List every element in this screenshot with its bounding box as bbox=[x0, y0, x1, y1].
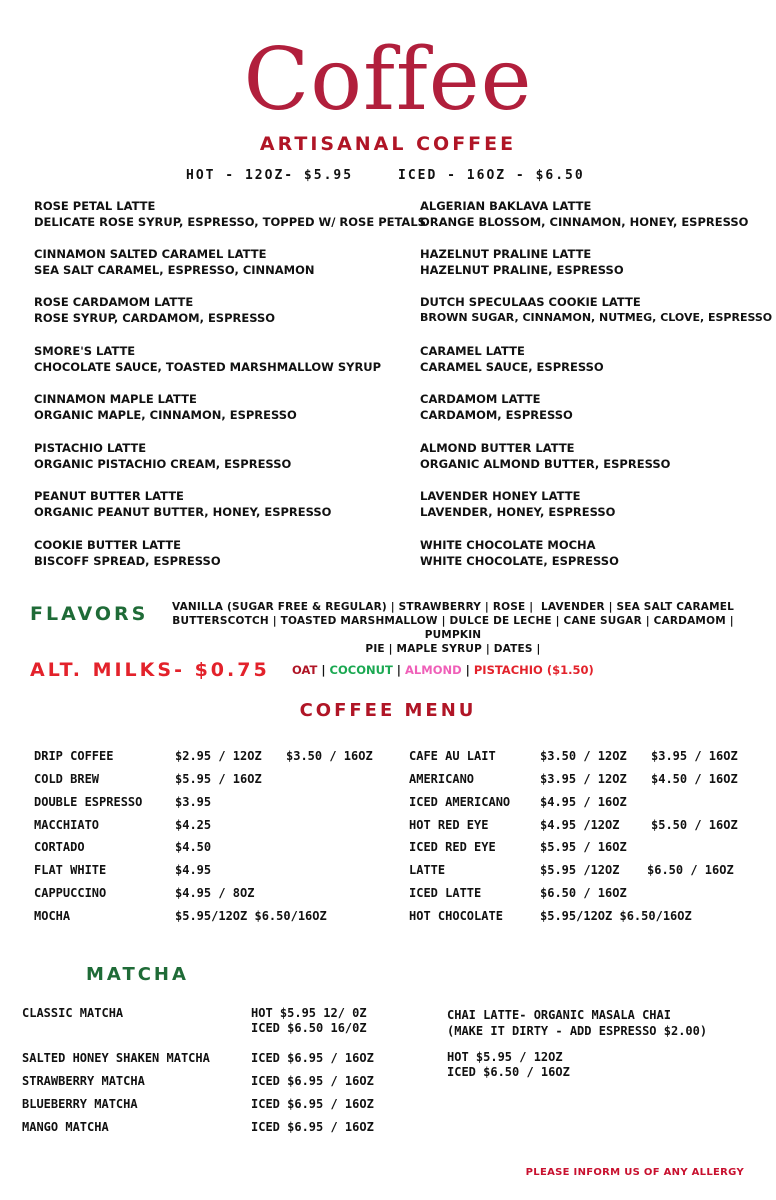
menu-item-price: $4.50 bbox=[175, 840, 212, 854]
menu-item-price: $5.95 /12OZ bbox=[540, 863, 620, 877]
flavors-list: VANILLA (SUGAR FREE & REGULAR) | STRAWBERRY | ROSE | LAVENDER | SEA SALT CARAMEL BUTTERSCOTCH | TOASTED MARSHMALLOW | DULCE DE LECHE | CANE SUGAR | CARDAMOM | PUMPKIN PIE | MAPLE SYRUP | DATES | bbox=[171, 601, 735, 655]
menu-item-name: HOT CHOCOLATE bbox=[409, 909, 503, 923]
latte-item: ALGERIAN BAKLAVA LATTE ORANGE BLOSSOM, CINNAMON, HONEY, ESPRESSO bbox=[420, 199, 749, 229]
matcha-item-price: ICED $6.95 / 16OZ bbox=[251, 1097, 374, 1111]
menu-item-price: $6.50 / 16OZ bbox=[647, 863, 734, 877]
matcha-item-price: ICED $6.50 16/0Z bbox=[251, 1021, 367, 1035]
latte-item: HAZELNUT PRALINE LATTE HAZELNUT PRALINE, ESPRESSO bbox=[420, 247, 624, 277]
menu-item-name: ICED AMERICANO bbox=[409, 795, 511, 809]
latte-item: PEANUT BUTTER LATTE ORGANIC PEANUT BUTTER, HONEY, ESPRESSO bbox=[34, 489, 332, 519]
matcha-item-price: ICED $6.95 / 16OZ bbox=[251, 1051, 374, 1065]
allergy-notice: PLEASE INFORM US OF ANY ALLERGY bbox=[525, 1167, 744, 1178]
menu-item-price: $4.95 bbox=[175, 863, 212, 877]
alt-milks-options: OAT | COCONUT | ALMOND | PISTACHIO ($1.50) bbox=[292, 663, 594, 677]
menu-item-price: $5.95/12OZ $6.50/16OZ bbox=[540, 909, 692, 923]
section-subtitle-artisanal: ARTISANAL COFFEE bbox=[259, 133, 517, 155]
matcha-item-name: CLASSIC MATCHA bbox=[22, 1006, 124, 1020]
menu-item-name: LATTE bbox=[409, 863, 446, 877]
chai-title: CHAI LATTE- ORGANIC MASALA CHAI bbox=[447, 1008, 671, 1022]
chai-note: (MAKE IT DIRTY - ADD ESPRESSO $2.00) bbox=[447, 1024, 708, 1038]
menu-item-name: COLD BREW bbox=[34, 772, 100, 786]
latte-item: SMORE'S LATTE CHOCOLATE SAUCE, TOASTED MARSHMALLOW SYRUP bbox=[34, 344, 382, 374]
milk-almond: ALMOND bbox=[405, 663, 462, 677]
latte-item: ROSE PETAL LATTE DELICATE ROSE SYRUP, ESPRESSO, TOPPED W/ ROSE PETALS bbox=[34, 199, 426, 229]
menu-item-name: CORTADO bbox=[34, 840, 85, 854]
menu-item-price: $5.95 / 16OZ bbox=[540, 840, 627, 854]
menu-item-name: AMERICANO bbox=[409, 772, 475, 786]
menu-item-price: $6.50 / 16OZ bbox=[540, 886, 627, 900]
matcha-heading: MATCHA bbox=[86, 964, 189, 985]
page-title: Coffee bbox=[243, 30, 533, 130]
menu-item-price: $5.50 / 16OZ bbox=[651, 818, 738, 832]
menu-item-name: CAPPUCCINO bbox=[34, 886, 107, 900]
matcha-item-price: ICED $6.95 / 16OZ bbox=[251, 1120, 374, 1134]
menu-item-price: $5.95 / 16OZ bbox=[175, 772, 262, 786]
latte-item: DUTCH SPECULAAS COOKIE LATTE BROWN SUGAR, CINNAMON, NUTMEG, CLOVE, ESPRESSO bbox=[420, 295, 773, 324]
latte-item: ROSE CARDAMOM LATTE ROSE SYRUP, CARDAMOM, ESPRESSO bbox=[34, 295, 276, 325]
hot-price: HOT - 12OZ- $5.95 bbox=[186, 168, 354, 183]
flavors-heading: FLAVORS bbox=[30, 603, 149, 625]
latte-item: LAVENDER HONEY LATTE LAVENDER, HONEY, ESPRESSO bbox=[420, 489, 616, 519]
latte-item: CARAMEL LATTE CARAMEL SAUCE, ESPRESSO bbox=[420, 344, 604, 374]
alt-milks-heading: ALT. MILKS- $0.75 bbox=[30, 659, 270, 681]
milk-pistachio: PISTACHIO ($1.50) bbox=[473, 663, 594, 677]
menu-item-price: $3.95 / 16OZ bbox=[651, 749, 738, 763]
matcha-item-name: BLUEBERRY MATCHA bbox=[22, 1097, 138, 1111]
coffee-menu-heading: COFFEE MENU bbox=[299, 700, 477, 721]
chai-hot-price: HOT $5.95 / 12OZ bbox=[447, 1050, 563, 1064]
menu-item-name: ICED RED EYE bbox=[409, 840, 496, 854]
latte-item: ALMOND BUTTER LATTE ORGANIC ALMOND BUTTER, ESPRESSO bbox=[420, 441, 671, 471]
matcha-item-price: HOT $5.95 12/ 0Z bbox=[251, 1006, 367, 1020]
menu-item-name: CAFE AU LAIT bbox=[409, 749, 496, 763]
menu-item-price: $3.50 / 16OZ bbox=[286, 749, 373, 763]
menu-item-price: $3.95 bbox=[175, 795, 212, 809]
latte-item: CARDAMOM LATTE CARDAMOM, ESPRESSO bbox=[420, 392, 573, 422]
menu-item-name: MOCHA bbox=[34, 909, 71, 923]
iced-price: ICED - 16OZ - $6.50 bbox=[398, 168, 585, 183]
menu-item-price: $3.50 / 12OZ bbox=[540, 749, 627, 763]
latte-item: CINNAMON SALTED CARAMEL LATTE SEA SALT CARAMEL, ESPRESSO, CINNAMON bbox=[34, 247, 315, 277]
matcha-item-name: SALTED HONEY SHAKEN MATCHA bbox=[22, 1051, 210, 1065]
matcha-item-price: ICED $6.95 / 16OZ bbox=[251, 1074, 374, 1088]
matcha-item-name: MANGO MATCHA bbox=[22, 1120, 109, 1134]
latte-item: CINNAMON MAPLE LATTE ORGANIC MAPLE, CINNAMON, ESPRESSO bbox=[34, 392, 297, 422]
menu-item-price: $4.95 / 8OZ bbox=[175, 886, 255, 900]
milk-coconut: COCONUT bbox=[329, 663, 393, 677]
menu-item-name: HOT RED EYE bbox=[409, 818, 489, 832]
menu-item-price: $3.95 / 12OZ bbox=[540, 772, 627, 786]
menu-item-price: $4.50 / 16OZ bbox=[651, 772, 738, 786]
menu-item-name: FLAT WHITE bbox=[34, 863, 107, 877]
menu-item-price: $4.95 / 16OZ bbox=[540, 795, 627, 809]
latte-item: WHITE CHOCOLATE MOCHA WHITE CHOCOLATE, ESPRESSO bbox=[420, 538, 619, 568]
latte-item: PISTACHIO LATTE ORGANIC PISTACHIO CREAM, ESPRESSO bbox=[34, 441, 292, 471]
matcha-item-name: STRAWBERRY MATCHA bbox=[22, 1074, 145, 1088]
latte-item: COOKIE BUTTER LATTE BISCOFF SPREAD, ESPRESSO bbox=[34, 538, 221, 568]
menu-item-name: DOUBLE ESPRESSO bbox=[34, 795, 143, 809]
menu-item-price: $4.25 bbox=[175, 818, 212, 832]
menu-item-name: DRIP COFFEE bbox=[34, 749, 114, 763]
milk-oat: OAT bbox=[292, 663, 318, 677]
menu-item-price: $4.95 /12OZ bbox=[540, 818, 620, 832]
chai-iced-price: ICED $6.50 / 16OZ bbox=[447, 1065, 570, 1079]
menu-item-price: $5.95/12OZ $6.50/16OZ bbox=[175, 909, 327, 923]
menu-item-name: ICED LATTE bbox=[409, 886, 482, 900]
menu-item-name: MACCHIATO bbox=[34, 818, 100, 832]
menu-item-price: $2.95 / 12OZ bbox=[175, 749, 262, 763]
